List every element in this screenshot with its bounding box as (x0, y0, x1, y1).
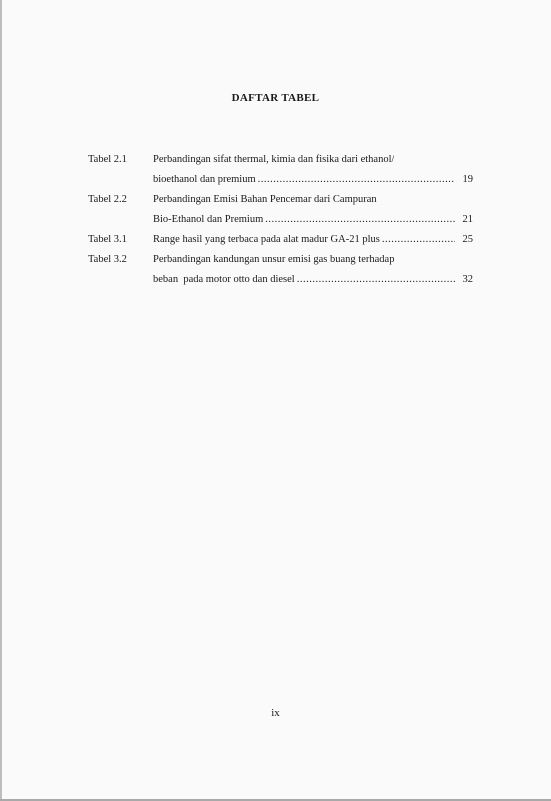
toc-entry-line (88, 230, 473, 250)
toc-entry (88, 190, 473, 230)
page-title: DAFTAR TABEL (231, 92, 320, 104)
toc-entry (88, 150, 473, 190)
toc-entry-title: Perbandingan sifat thermal, kimia dan fisika dari ethanol/ (153, 154, 395, 165)
toc-entry-continuation (153, 210, 473, 230)
dot-leader (258, 170, 455, 190)
toc-entry-title: Range hasil yang terbaca pada alat madur GA-21 plus (153, 234, 380, 245)
toc-entry-title-continued: Bio-Ethanol dan Premium (153, 214, 264, 225)
toc-entry-continuation (153, 270, 473, 290)
toc-entry-title: Perbandingan Emisi Bahan Pencemar dari Campuran (153, 194, 377, 205)
toc-entry-line (88, 210, 473, 230)
toc-entry-page: 21 (462, 214, 473, 225)
toc-entry-title-continued: beban pada motor otto dan diesel (153, 274, 295, 285)
dot-leader (382, 230, 455, 250)
toc-entry-label: Tabel 2.1 (88, 154, 127, 165)
toc-entry-continuation (153, 230, 473, 250)
page-number: ix (271, 707, 280, 719)
toc-entry-page: 25 (462, 234, 473, 245)
toc-entry-line (88, 190, 473, 210)
toc-entry-title-continued: bioethanol dan premium (153, 174, 256, 185)
dot-leader (265, 210, 455, 230)
toc-entry-line (88, 150, 473, 170)
toc-entry-label: Tabel 2.2 (88, 194, 127, 205)
toc-entry-title: Perbandingan kandungan unsur emisi gas buang terhadap (153, 254, 395, 265)
toc-entry-line (88, 270, 473, 290)
toc-entry-line (88, 250, 473, 270)
table-of-tables (88, 150, 473, 290)
toc-entry-label: Tabel 3.1 (88, 234, 127, 245)
toc-entry-page: 32 (462, 274, 473, 285)
toc-entry (88, 230, 473, 250)
scan-edge-left (0, 0, 2, 801)
toc-entry-continuation (153, 170, 473, 190)
toc-entry (88, 250, 473, 290)
dot-leader (297, 270, 455, 290)
toc-entry-line (88, 170, 473, 190)
toc-entry-page: 19 (462, 174, 473, 185)
toc-entry-label: Tabel 3.2 (88, 254, 127, 265)
